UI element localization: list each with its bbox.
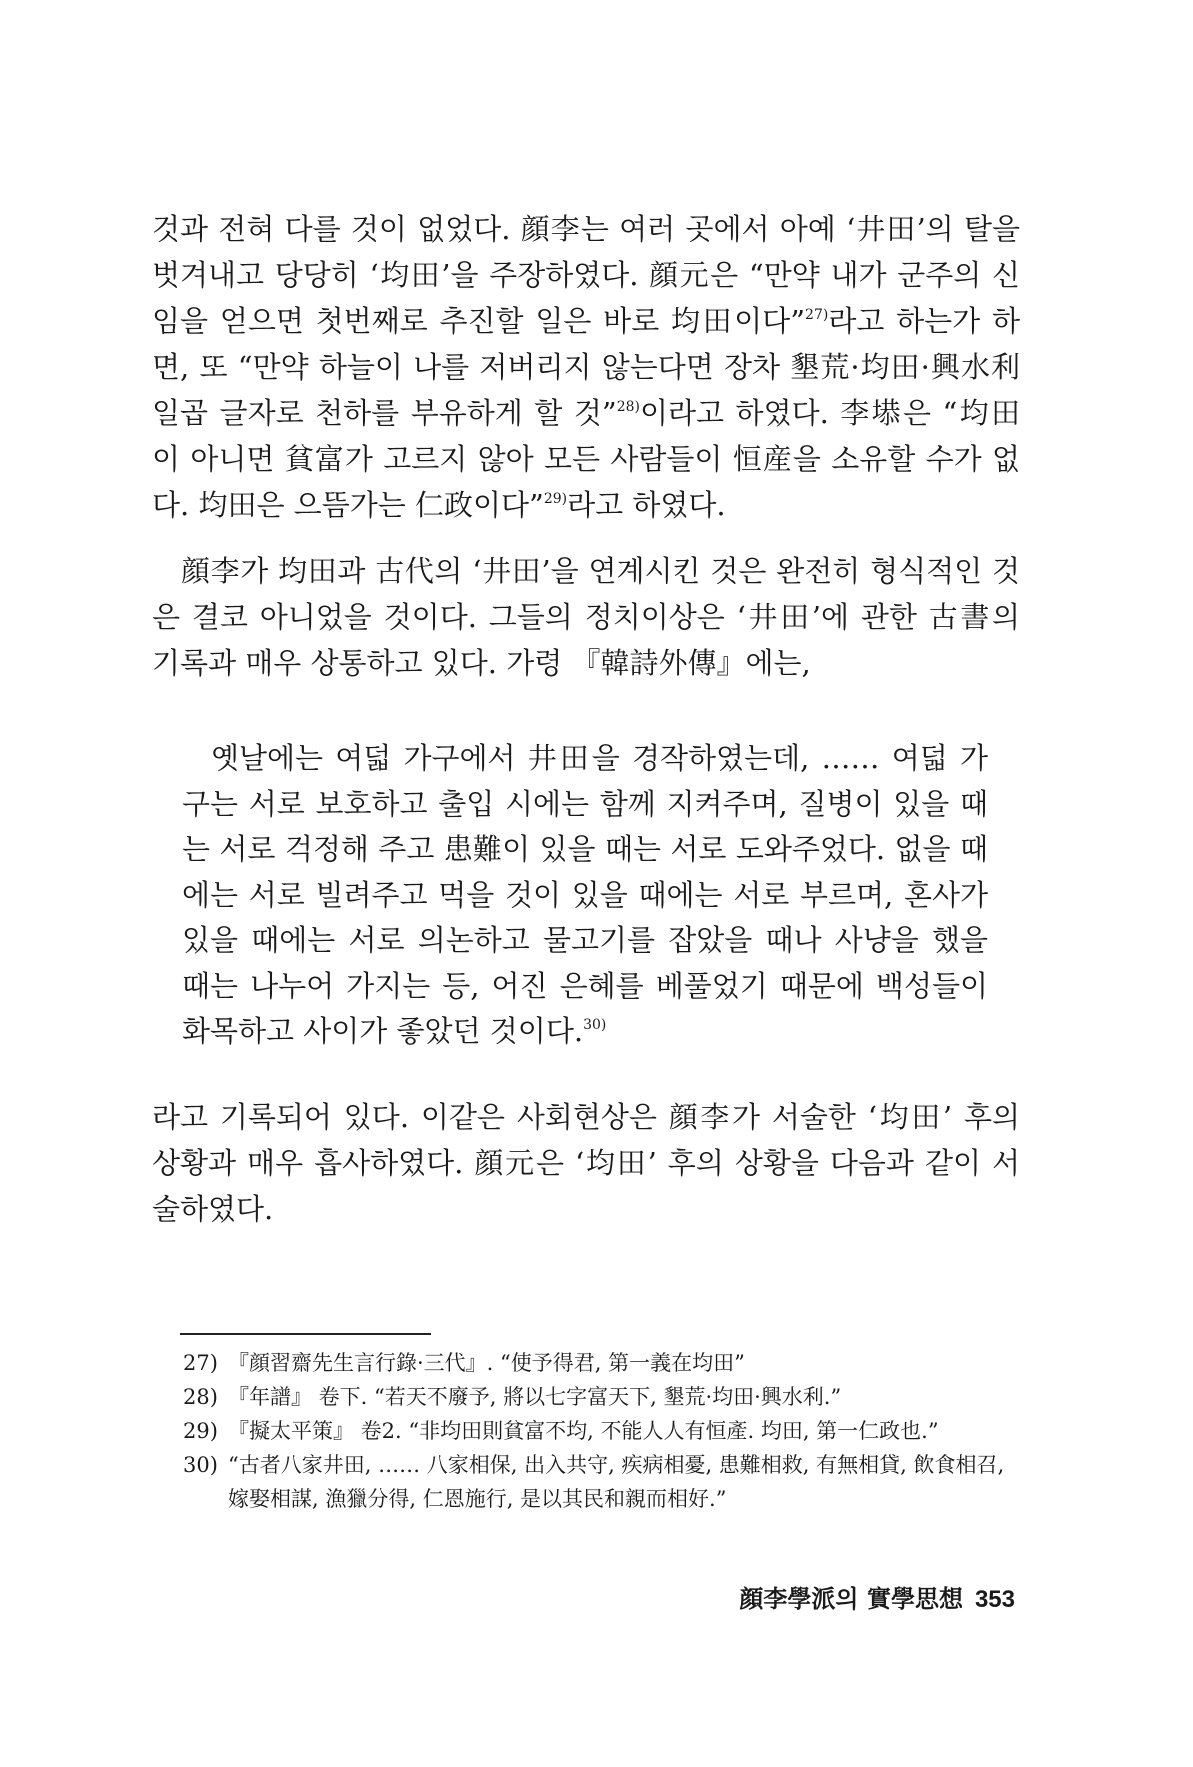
- paragraph-text: 이라고 하였다. 李塨은 “均田이 아니면 貧富가 고르지 않아 모든 사람들이 恒産을 소유할 수가 없다. 均田은 으뜸가는 仁政이다”: [152, 396, 1020, 522]
- footnote-number: 27): [183, 1351, 218, 1375]
- footnote-ref-28[interactable]: 28): [616, 399, 640, 415]
- footnotes: [183, 1346, 1023, 1516]
- footnote-number: 29): [183, 1419, 218, 1443]
- footnote-number: 28): [183, 1385, 218, 1409]
- footnote-divider: [180, 1333, 431, 1335]
- body-paragraph-3: [152, 1094, 1020, 1232]
- footnote-text: “古者八家井田, …… 八家相保, 出入共守, 疾病相憂, 患難相救, 有無相貸, 飲食相召, 嫁娶相謀, 漁獵分得, 仁恩施行, 是以其民和親而相好.”: [228, 1453, 1005, 1511]
- body-paragraph-1: [152, 206, 1020, 528]
- footnote-text: 『年譜』 卷下. “若天不廢予, 將以七字富天下, 墾荒·均田·興水利.”: [228, 1385, 842, 1409]
- footnote-ref-30[interactable]: 30): [583, 1017, 607, 1033]
- body-paragraph-2: [152, 548, 1020, 686]
- footnote-text: 『顔習齋先生言行錄·三代』. “使予得君, 第一義在均田”: [228, 1351, 745, 1375]
- page-number: 353: [974, 1586, 1015, 1613]
- footnote-number: 30): [183, 1453, 218, 1477]
- footnote-27: [183, 1346, 1023, 1380]
- running-title: 顔李學派의 實學思想: [739, 1584, 963, 1613]
- paragraph-text: 라고 하는가 하면, 또 “만약 하늘이 나를 저버리지 않는다면 장차 墾荒·均田·興水利 일곱 글자로 천하를 부유하게 할 것”: [152, 304, 1020, 430]
- footnote-29: [183, 1414, 1023, 1448]
- block-quote: [182, 736, 988, 1055]
- quote-text: 옛날에는 여덟 가구에서 井田을 경작하였는데, …… 여덟 가구는 서로 보호하고 출입 시에는 함께 지켜주며, 질병이 있을 때는 서로 걱정해 주고 患難이 있을 때는 서로 도와주었다. 없을 때에는 서로 빌려주고 먹을 것이 있을 때에는 서로 부르며, 혼사가 있을 때에는 서로 의논하고 물고기를 잡았을 때나 사냥을 했을 때는 나누어 가지는 등, 어진 은혜를 베풀었기 때문에 백성들이 화목하고 사이가 좋았던 것이다.: [182, 741, 988, 1048]
- paragraph-text: 라고 기록되어 있다. 이같은 사회현상은 顔李가 서술한 ‘均田’ 후의 상황과 매우 흡사하였다. 顔元은 ‘均田’ 후의 상황을 다음과 같이 서술하였다.: [152, 1100, 1020, 1226]
- paragraph-text: 라고 하였다.: [567, 488, 726, 522]
- footnote-text: 『擬太平策』 卷2. “非均田則貧富不均, 不能人人有恒產. 均田, 第一仁政也.”: [228, 1419, 939, 1443]
- footnote-ref-29[interactable]: 29): [543, 491, 568, 507]
- paragraph-text: 것과 전혀 다를 것이 없었다. 顔李는 여러 곳에서 아예 ‘井田’의 탈을 벗겨내고 당당히 ‘均田’을 주장하였다. 顔元은 “만약 내가 군주의 신임을 얻으면 첫번째로 추진할 일은 바로 均田이다”: [152, 212, 1020, 338]
- footnote-28: [183, 1380, 1023, 1414]
- running-footer: [739, 1579, 1015, 1614]
- footnote-ref-27[interactable]: 27): [805, 307, 829, 323]
- footnote-30: [183, 1448, 1023, 1516]
- paragraph-text: 顔李가 均田과 古代의 ‘井田’을 연계시킨 것은 완전히 형식적인 것은 결코 아니었을 것이다. 그들의 정치이상은 ‘井田’에 관한 古書의 기록과 매우 상통하고 있다. 가령 『韓詩外傳』에는,: [152, 554, 1020, 680]
